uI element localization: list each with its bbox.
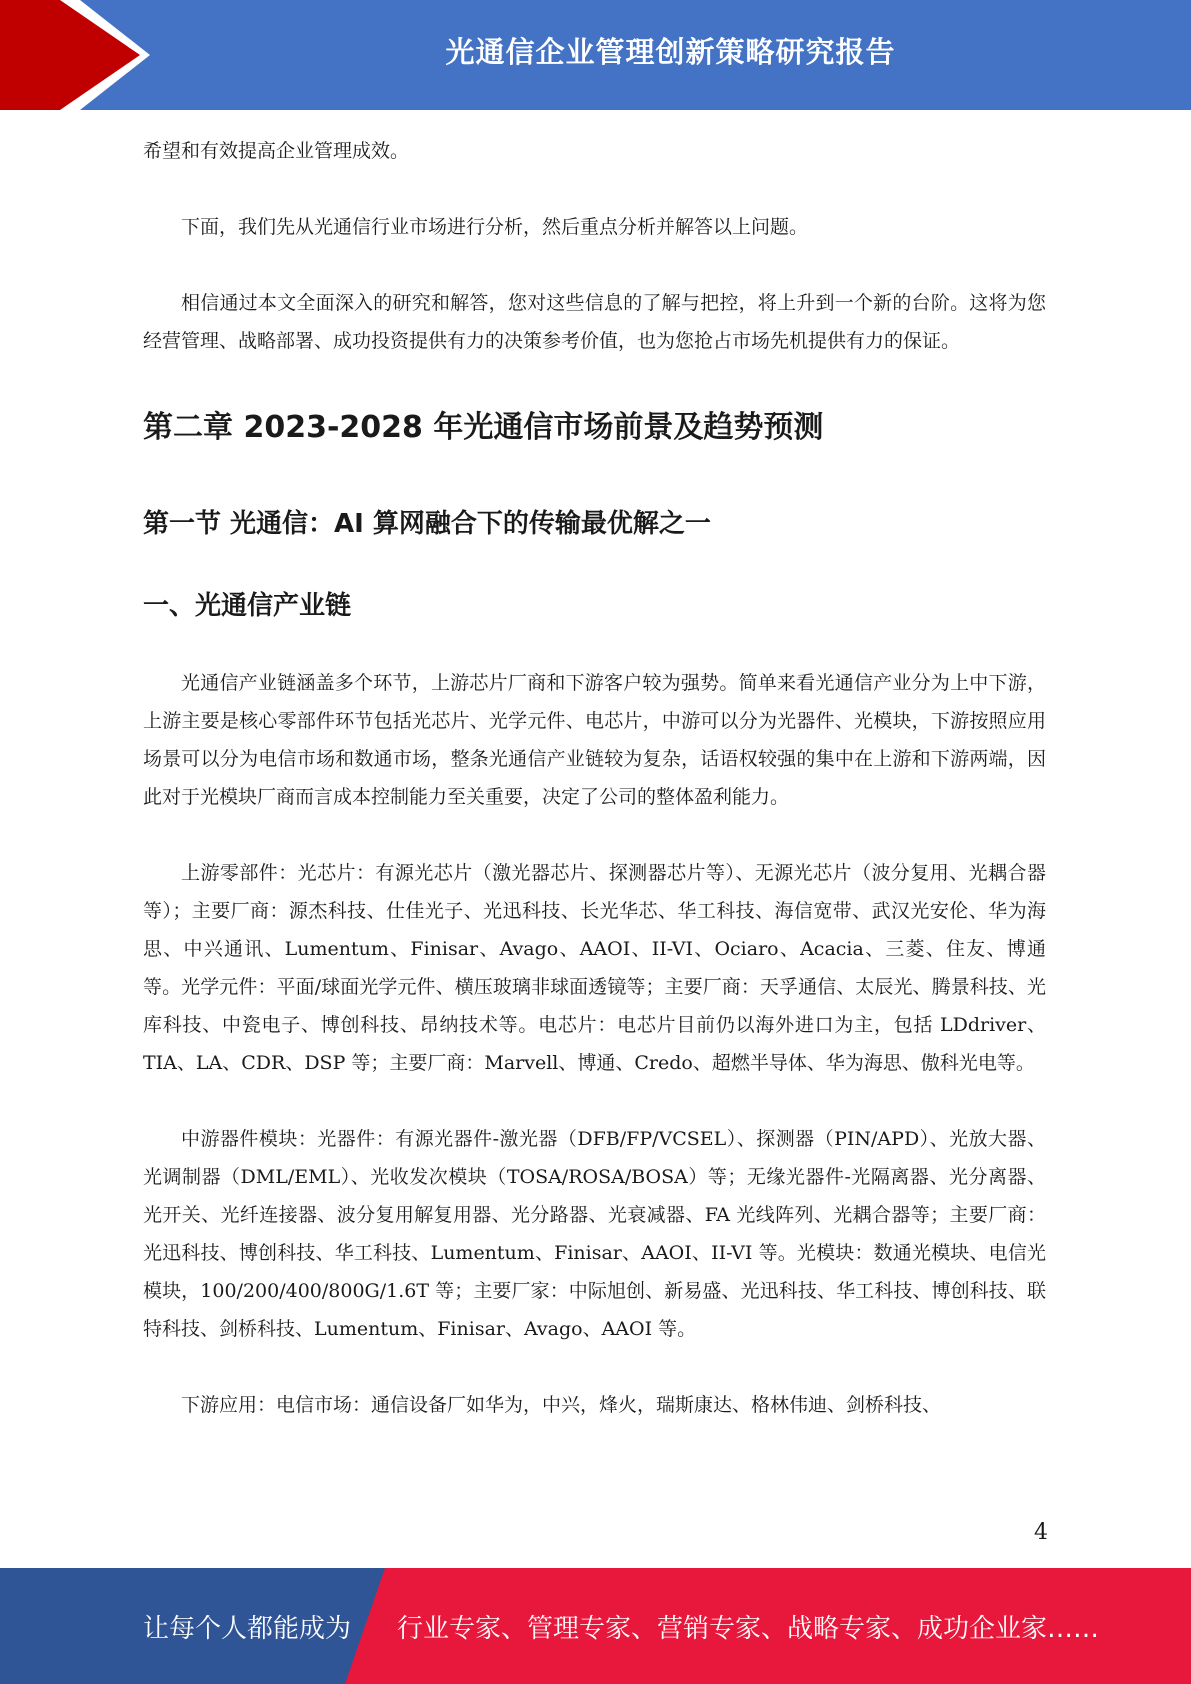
page-header	[0, 0, 1191, 110]
page-footer	[0, 1568, 1191, 1684]
page-number: 4	[1034, 1520, 1048, 1545]
footer-slogan-right: 行业专家、管理专家、营销专家、战略专家、成功企业家……	[397, 1613, 1100, 1644]
paragraph-3: 相信通过本文全面深入的研究和解答，您对这些信息的了解与把控，将上升到一个新的台阶。这将为您经营管理、战略部署、成功投资提供有力的决策参考价值，也为您抢占市场先机提供有力的保证。	[143, 292, 1046, 352]
paragraph-4: 光通信产业链涵盖多个环节，上游芯片厂商和下游客户较为强势。简单来看光通信产业分为上中下游，上游主要是核心零部件环节包括光芯片、光学元件、电芯片，中游可以分为光器件、光模块，下游按照应用场景可以分为电信市场和数通市场，整条光通信产业链较为复杂，话语权较强的集中在上游和下游两端，因此对于光模块厂商而言成本控制能力至关重要，决定了公司的整体盈利能力。	[143, 672, 1046, 808]
header-title: 光通信企业管理创新策略研究报告	[445, 34, 896, 69]
paragraph-6: 中游器件模块：光器件：有源光器件-激光器（DFB/FP/VCSEL）、探测器（PIN/APD）、光放大器、光调制器（DML/EML）、光收发次模块（TOSA/ROSA/BOSA）等；无缘光器件-光隔离器、光分离器、光开关、光纤连接器、波分复用解复用器、光分路器、光衰减器、FA 光线阵列、光耦合器等；主要厂商：光迅科技、博创科技、华工科技、Lumentum、Finisar、AAOI、II-VI 等。光模块：数通光模块、电信光模块，100/200/400/800G/1.6T 等；主要厂家：中际旭创、新易盛、光迅科技、华工科技、博创科技、联特科技、剑桥科技、Lumentum、Finisar、Avago、AAOI 等。	[143, 1128, 1046, 1340]
subsection-title: 一、光通信产业链	[143, 591, 352, 621]
footer-slogan-left: 让每个人都能成为	[143, 1613, 352, 1644]
paragraph-2: 下面，我们先从光通信行业市场进行分析，然后重点分析并解答以上问题。	[181, 216, 809, 238]
paragraph-7: 下游应用：电信市场：通信设备厂如华为，中兴，烽火，瑞斯康达、格林伟迪、剑桥科技、	[181, 1394, 942, 1416]
document-body	[143, 132, 1046, 1424]
chapter-title: 第二章 2023-2028 年光通信市场前景及趋势预测	[143, 410, 824, 445]
paragraph-1: 希望和有效提高企业管理成效。	[143, 140, 410, 162]
paragraph-5: 上游零部件：光芯片：有源光芯片（激光器芯片、探测器芯片等）、无源光芯片（波分复用、光耦合器等）；主要厂商：源杰科技、仕佳光子、光迅科技、长光华芯、华工科技、海信宽带、武汉光安伦、华为海思、中兴通讯、Lumentum、Finisar、Avago、AAOI、II-VI、Ociaro、Acacia、三菱、住友、博通等。光学元件：平面/球面光学元件、横压玻璃非球面透镜等；主要厂商：天孚通信、太辰光、腾景科技、光库科技、中瓷电子、博创科技、昂纳技术等。电芯片：电芯片目前仍以海外进口为主，包括 LDdriver、TIA、LA、CDR、DSP 等；主要厂商：Marvell、博通、Credo、超燃半导体、华为海思、傲科光电等。	[143, 862, 1046, 1074]
section-title: 第一节 光通信：AI 算网融合下的传输最优解之一	[143, 509, 711, 539]
